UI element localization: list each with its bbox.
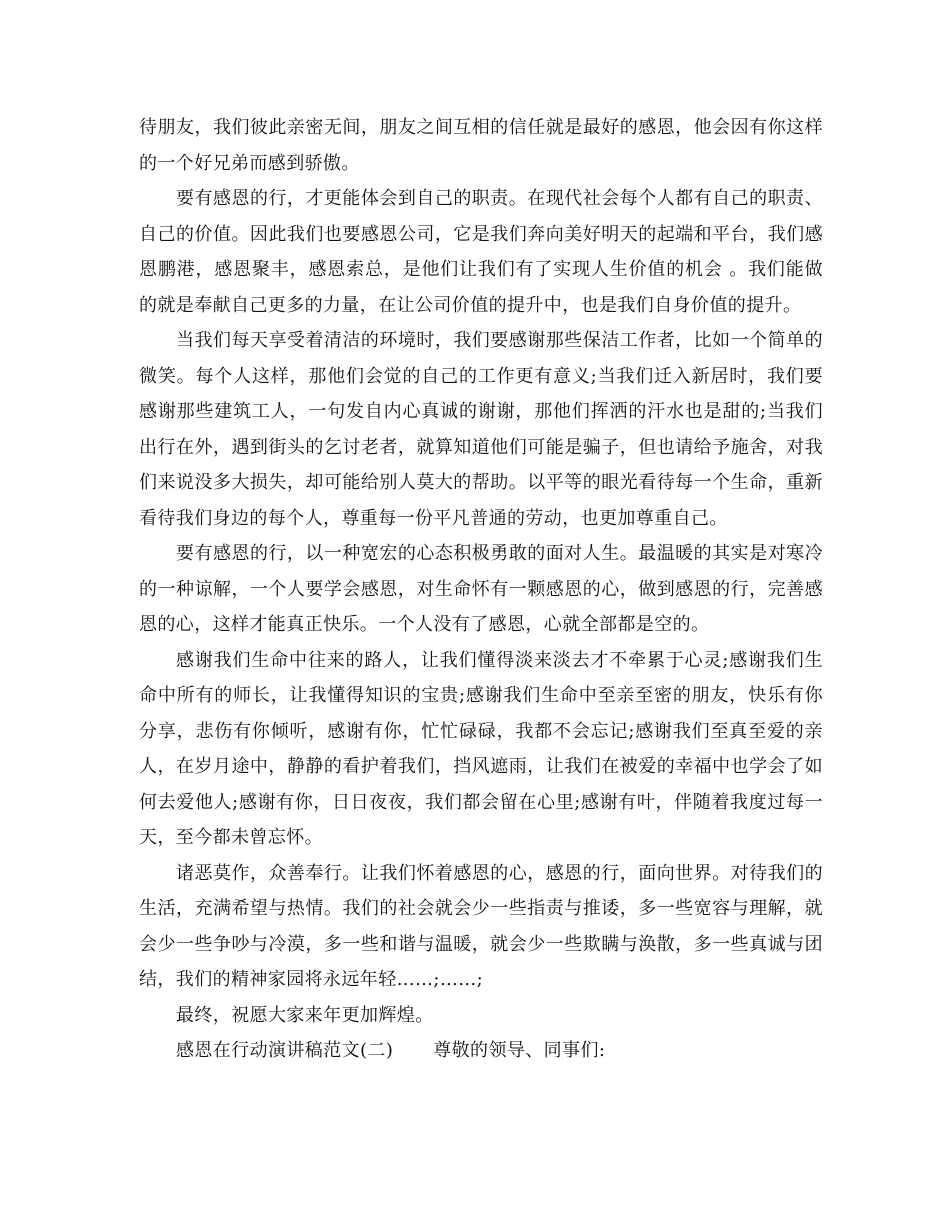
paragraph-4: 要有感恩的行，以一种宽宏的心态积极勇敢的面对人生。最温暖的其实是对寒冷的一种谅解，一个人要学会感恩，对生命怀有一颗感恩的心，做到感恩的行，完善感恩的心，这样才能真正快乐。一个人没有了感恩，心就全部都是空的。 — [139, 543, 823, 635]
paragraph-1: 待朋友，我们彼此亲密无间，朋友之间互相的信任就是最好的感恩，他会因有你这样的一个好兄弟而感到骄傲。 — [139, 117, 823, 174]
paragraph-7: 最终，祝愿大家来年更加辉煌。 — [176, 1004, 434, 1026]
paragraph-6: 诸恶莫作，众善奉行。让我们怀着感恩的心，感恩的行，面向世界。对待我们的生活，充满希望与热情。我们的社会就会少一些指责与推诿，多一些宽容与理解，就会少一些争吵与冷漠，多一些和谐与温暖，就会少一些欺瞒与涣散，多一些真诚与团结，我们的精神家园将永远年轻……;……; — [139, 862, 823, 990]
paragraph-5: 感谢我们生命中往来的路人，让我们懂得淡来淡去才不牵累于心灵;感谢我们生命中所有的师长，让我懂得知识的宝贵;感谢我们生命中至亲至密的朋友，快乐有你分享，悲伤有你倾听，感谢有你，忙忙碌碌，我都不会忘记;感谢我们至真至爱的亲人，在岁月途中，静静的看护着我们，挡风遮雨，让我们在被爱的幸福中也学会了如何去爱他人;感谢有你，日日夜夜，我们都会留在心里;感谢有叶，伴随着我度过每一天，至今都未曾忘怀。 — [139, 649, 823, 848]
document-page — [139, 110, 823, 1069]
next-speech-heading — [139, 1033, 823, 1069]
salutation: 尊敬的领导、同事们: — [433, 1040, 606, 1061]
paragraph-3: 当我们每天享受着清洁的环境时，我们要感谢那些保洁工作者，比如一个简单的微笑。每个人这样，那他们会觉的自己的工作更有意义;当我们迁入新居时，我们要感谢那些建筑工人，一句发自内心真诚的谢谢，那他们挥洒的汗水也是甜的;当我们出行在外，遇到街头的乞讨老者，就算知道他们可能是骗子，但也请给予施舍，对我们来说没多大损失，却可能给别人莫大的帮助。以平等的眼光看待每一个生命，重新看待我们身边的每个人，尊重每一份平凡普通的劳动，也更加尊重自己。 — [139, 330, 823, 529]
speech-title: 感恩在行动演讲稿范文(二) — [176, 1040, 394, 1061]
paragraph-2: 要有感恩的行，才更能体会到自己的职责。在现代社会每个人都有自己的职责、自己的价值。因此我们也要感恩公司，它是我们奔向美好明天的起端和平台，我们感恩鹏港，感恩聚丰，感恩索总，是他们让我们有了实现人生价值的机会 。我们能做的就是奉献自己更多的力量，在让公司价值的提升中，也是我们自身价值的提升。 — [139, 188, 823, 316]
